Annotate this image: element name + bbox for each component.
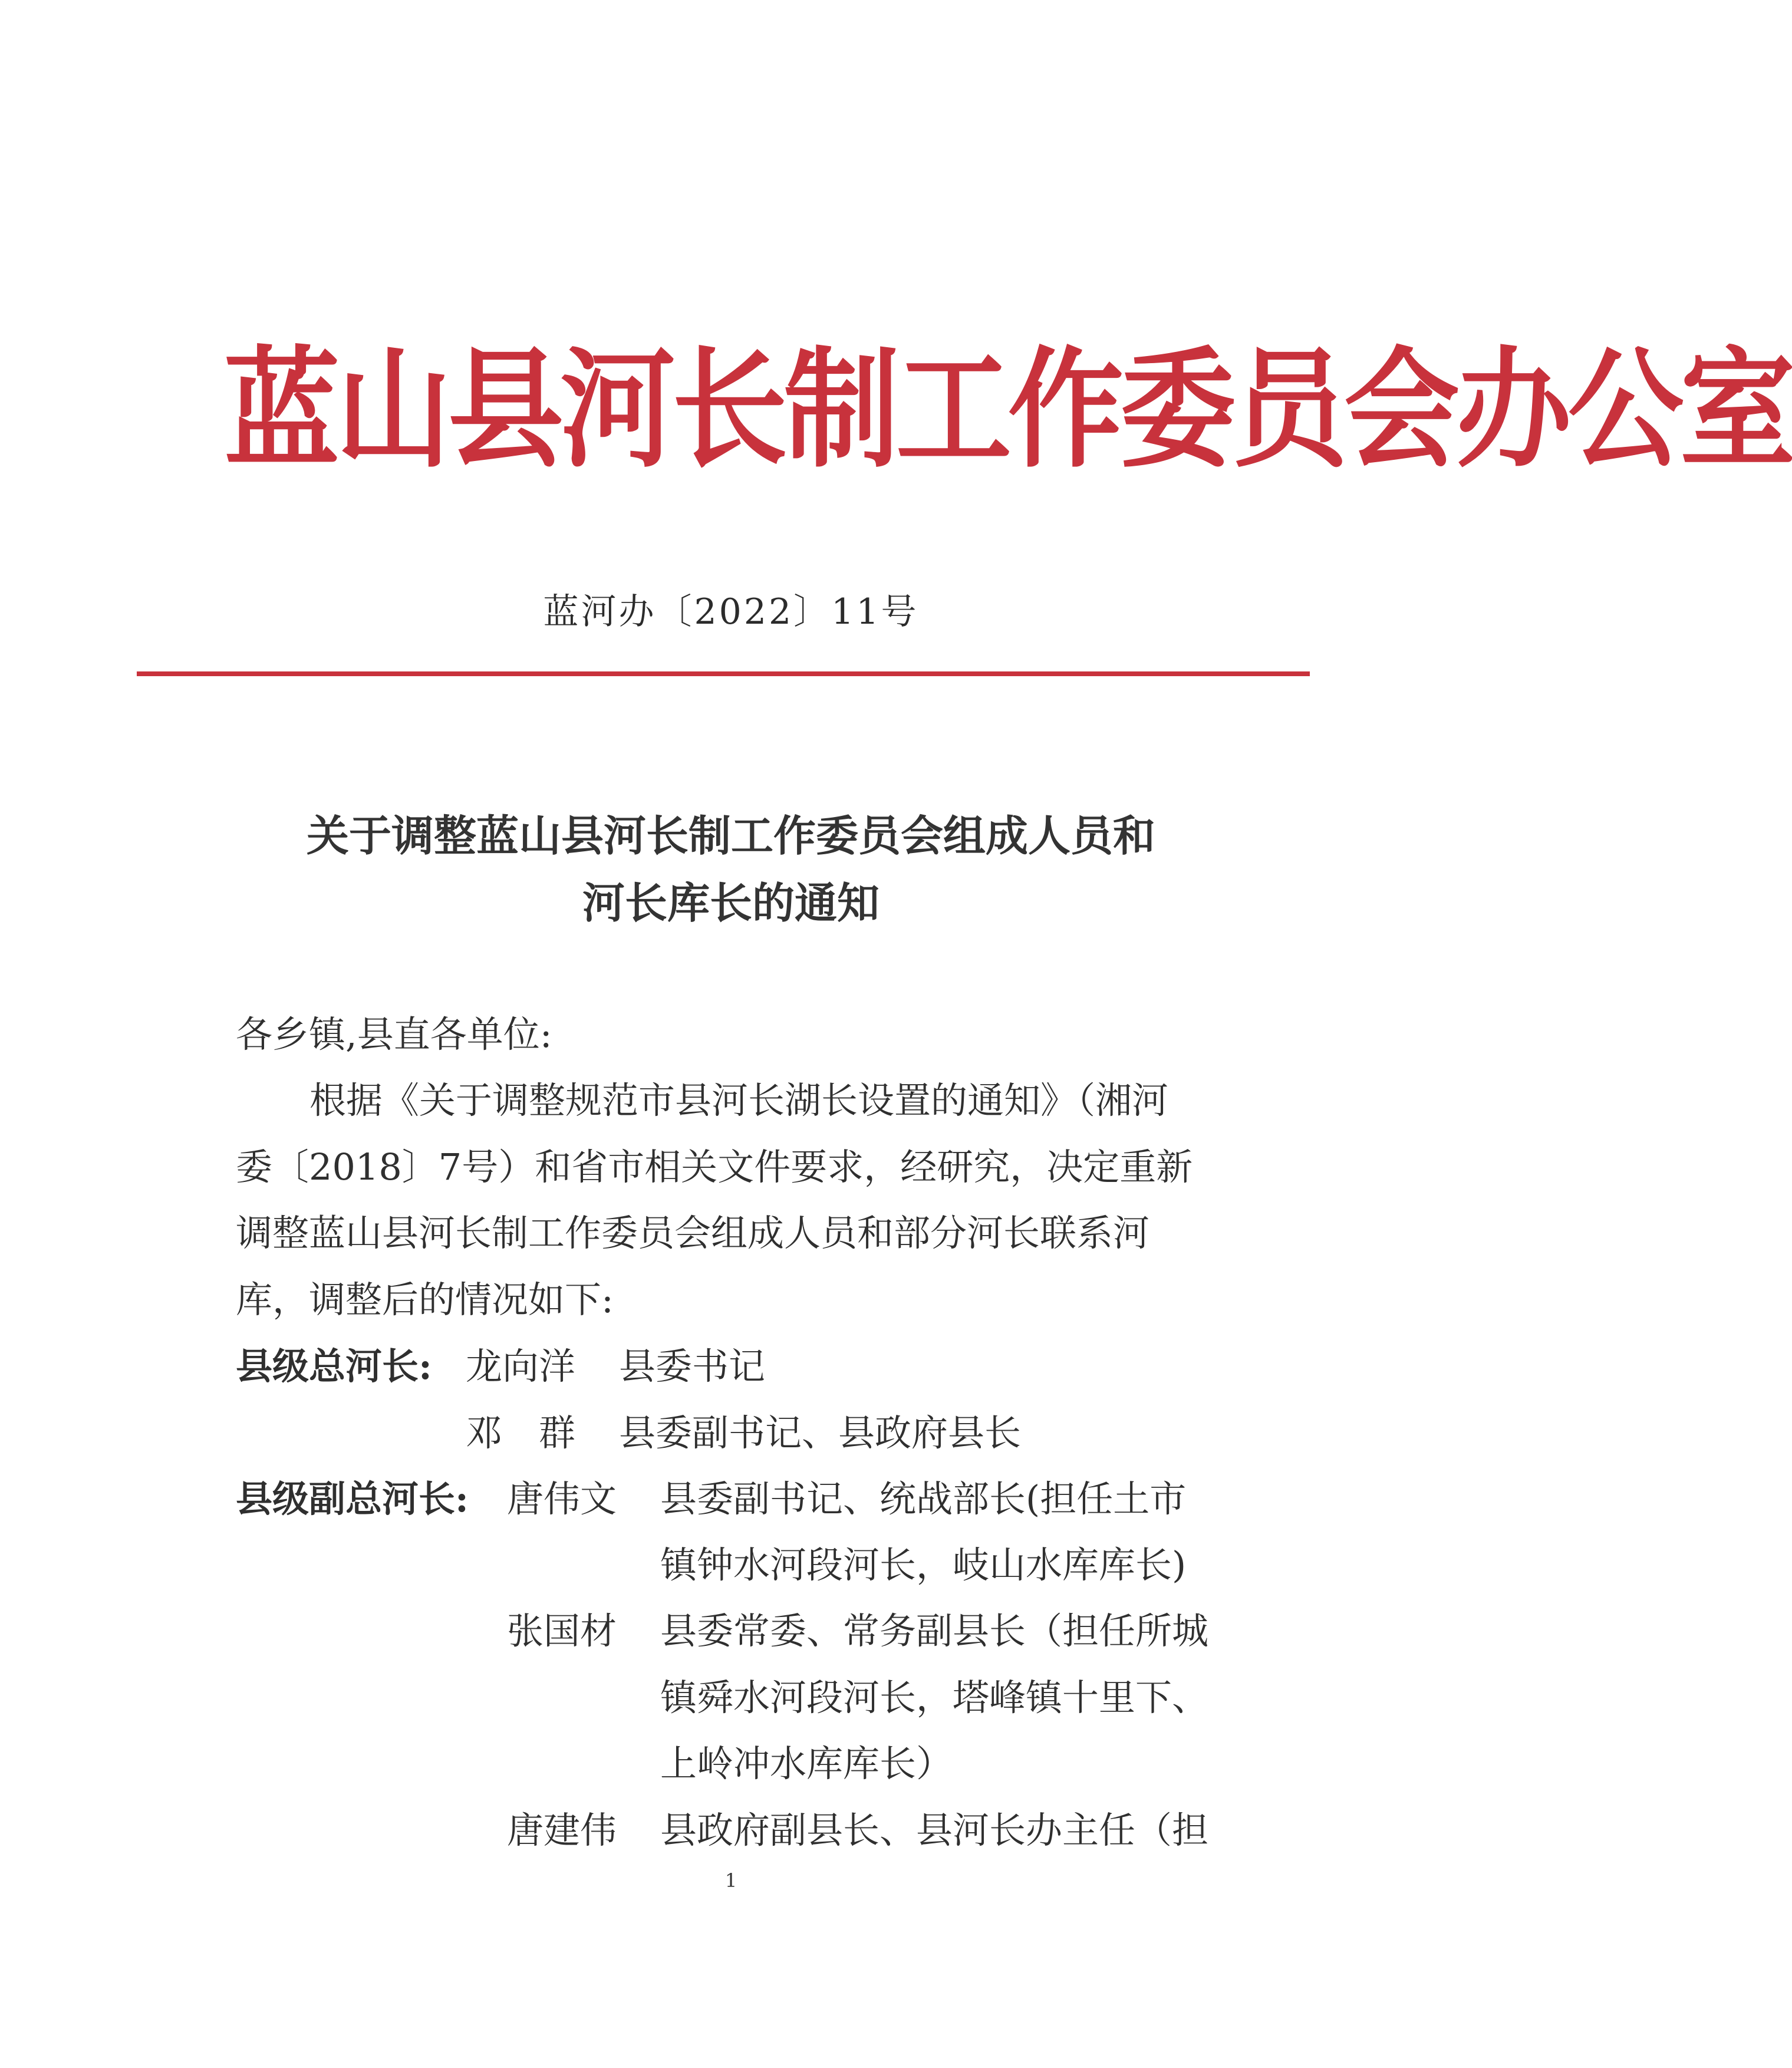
document-title-line-1: 关于调整蓝山县河长制工作委员会组成人员和 [306, 811, 1155, 861]
deputy-name-3: 唐建伟 [507, 1809, 617, 1852]
chief-name-1: 龙向洋 [466, 1345, 576, 1388]
deputy-name-1: 唐伟文 [507, 1477, 617, 1520]
deputy-role-3-line-1: 县政府副县长、县河长办主任（担 [660, 1809, 1209, 1852]
deputy-role-2-line-3: 上岭冲水库库长） [660, 1742, 953, 1785]
document-number: 蓝河办〔2022〕11号 [543, 591, 919, 633]
deputy-role-1-line-1: 县委副书记、统战部长(担任土市 [660, 1477, 1187, 1520]
body-line-4: 库，调整后的情况如下: [236, 1278, 614, 1321]
chief-role-1: 县委书记 [619, 1345, 766, 1388]
deputy-river-chief-label: 县级副总河长: [236, 1477, 469, 1520]
red-separator-line [137, 671, 1310, 676]
body-line-1: 根据《关于调整规范市县河长湖长设置的通知》（湘河 [309, 1079, 1169, 1122]
deputy-role-2-line-1: 县委常委、常务副县长（担任所城 [660, 1609, 1209, 1652]
deputy-role-2-line-2: 镇舜水河段河长，塔峰镇十里下、 [660, 1676, 1209, 1719]
document-title-line-2: 河长库长的通知 [582, 878, 879, 928]
chief-name-2: 邓 群 [466, 1411, 576, 1454]
issuing-organization-masthead: 蓝山县河长制工作委员会办公室 [224, 334, 1792, 486]
chief-role-2: 县委副书记、县政府县长 [619, 1411, 1022, 1454]
page-number: 1 [724, 1869, 737, 1892]
body-line-3: 调整蓝山县河长制工作委员会组成人员和部分河长联系河 [236, 1211, 1150, 1254]
chief-river-chief-label: 县级总河长: [236, 1345, 432, 1388]
body-line-2: 委〔2018〕7号）和省市相关文件要求，经研究，决定重新 [236, 1145, 1193, 1188]
deputy-role-1-line-2: 镇钟水河段河长，岐山水库库长) [660, 1543, 1187, 1586]
salutation: 各乡镇,县直各单位: [236, 1013, 552, 1056]
deputy-name-2: 张国材 [507, 1609, 617, 1652]
